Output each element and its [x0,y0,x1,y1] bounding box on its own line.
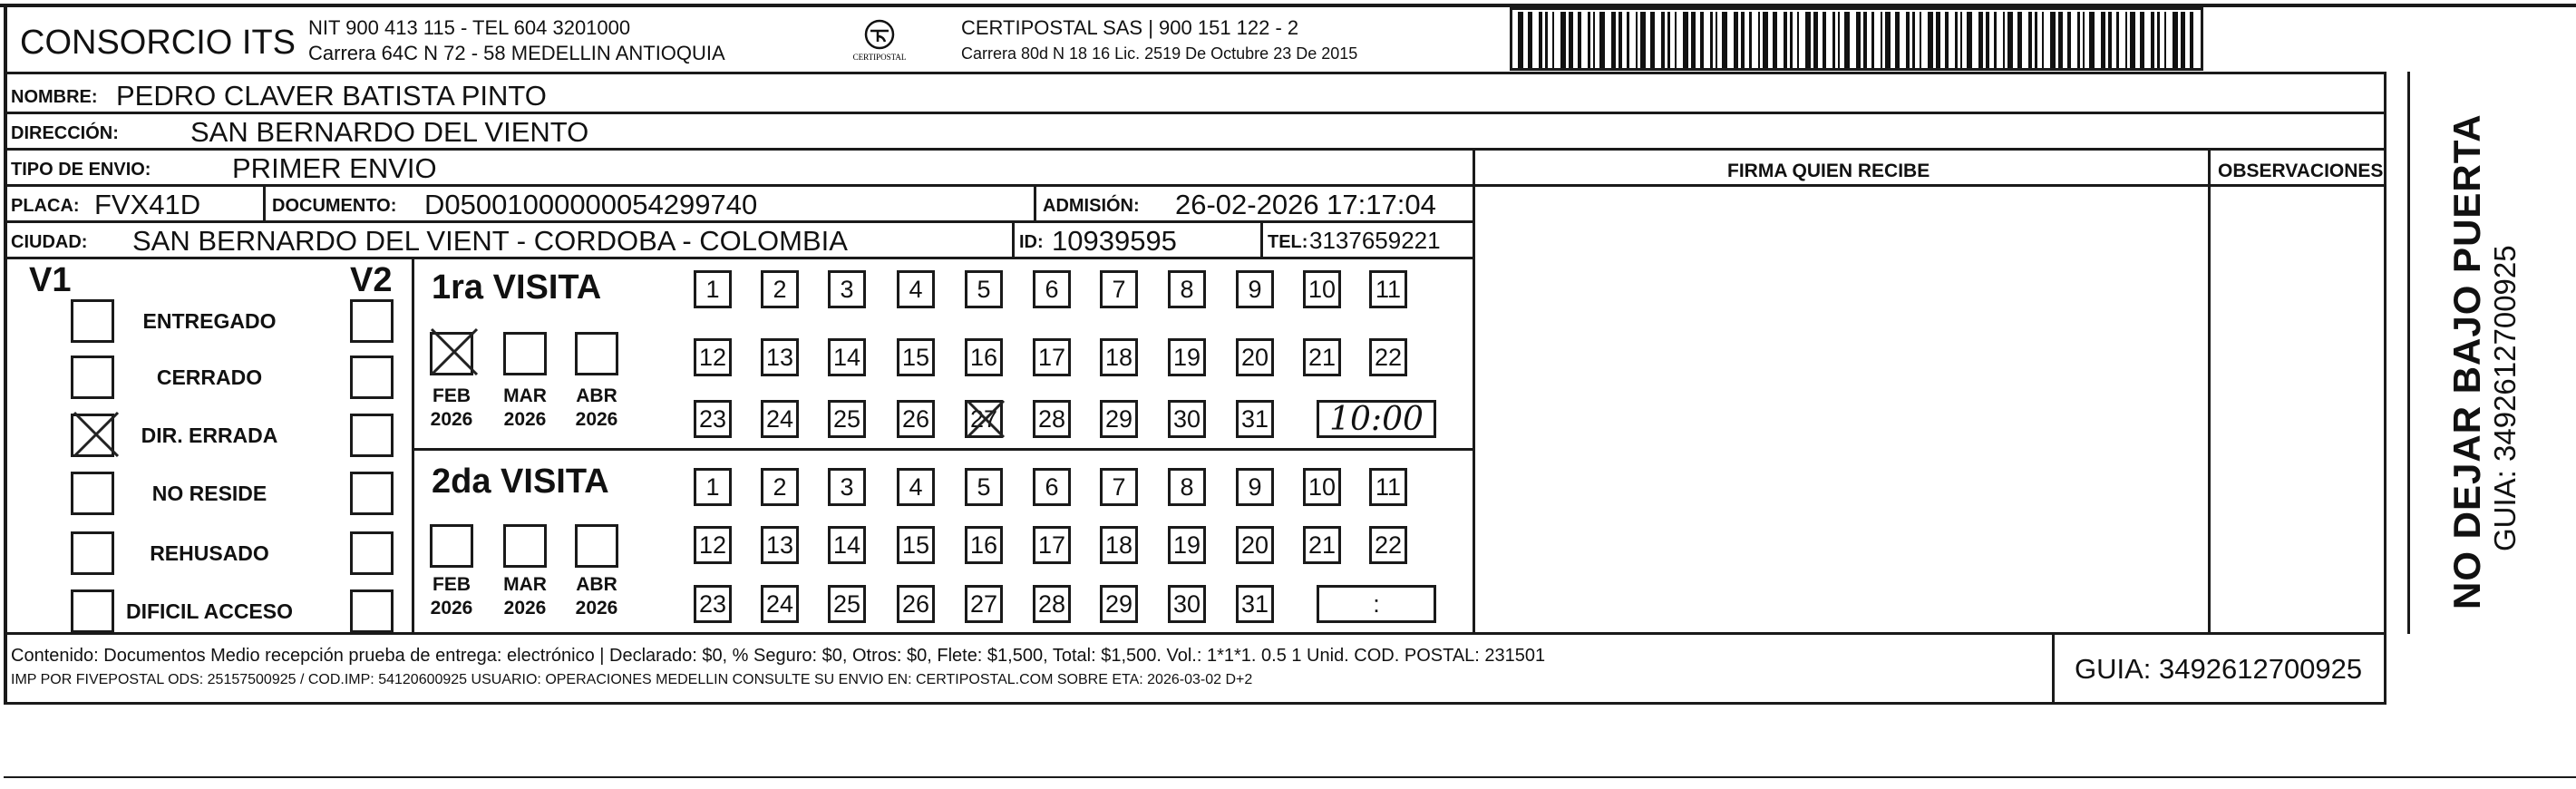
month-checkbox[interactable] [503,332,547,375]
footer-imp: IMP POR FIVEPOSTAL ODS: 25157500925 / COD.IMP: 54120600925 USUARIO: OPERACIONES MEDELLIN CONSULTE SU ENVIO EN: CERTIPOSTAL.COM SOBRE ETA: 2026-03-02 D+2 [11,672,1253,687]
tel-label: TEL: [1268,232,1308,252]
month-label: MAR 2026 [503,574,547,619]
courier-license: Carrera 80d N 18 16 Lic. 2519 De Octubre 23 De 2015 [961,44,1358,63]
status-label: CERRADO [156,365,263,389]
day-box[interactable]: 13 [761,526,799,564]
day-box[interactable]: 29 [1100,400,1138,438]
day-box[interactable]: 25 [828,585,866,623]
day-box[interactable]: 9 [1236,468,1274,506]
month-label: FEB 2026 [430,385,473,431]
day-box[interactable]: 7 [1100,270,1138,308]
day-box[interactable]: 12 [694,338,732,376]
day-box[interactable]: 19 [1168,338,1206,376]
month-checkbox[interactable] [430,332,473,375]
company-nit: NIT 900 413 115 - TEL 604 3201000 [308,16,631,39]
tipo-envio-value: PRIMER ENVIO [232,152,437,184]
id-label: ID: [1019,232,1044,252]
day-box[interactable]: 13 [761,338,799,376]
time-box[interactable]: : [1317,585,1436,623]
day-box[interactable]: 17 [1033,526,1071,564]
day-box[interactable]: 21 [1303,526,1341,564]
direccion-value: SAN BERNARDO DEL VIENTO [190,116,589,148]
day-box[interactable]: 28 [1033,585,1071,623]
day-box[interactable]: 11 [1369,270,1407,308]
day-box[interactable]: 22 [1369,338,1407,376]
v2-checkbox[interactable] [350,589,394,633]
status-label: REHUSADO [150,541,269,565]
company-address: Carrera 64C N 72 - 58 MEDELLIN ANTIOQUIA [308,42,725,64]
month-label: FEB 2026 [430,574,473,619]
day-box[interactable]: 18 [1100,526,1138,564]
documento-label: DOCUMENTO: [272,196,397,216]
day-box[interactable]: 31 [1236,400,1274,438]
day-box[interactable]: 16 [965,338,1003,376]
day-box[interactable]: 20 [1236,526,1274,564]
day-box[interactable]: 31 [1236,585,1274,623]
day-box[interactable]: 30 [1168,400,1206,438]
day-box[interactable]: 19 [1168,526,1206,564]
day-box[interactable]: 24 [761,400,799,438]
v2-checkbox[interactable] [350,299,394,343]
day-box[interactable]: 17 [1033,338,1071,376]
direccion-label: DIRECCIÓN: [11,123,119,143]
day-box[interactable]: 27 [965,400,1003,438]
day-box[interactable]: 9 [1236,270,1274,308]
day-box[interactable]: 26 [897,400,935,438]
month-checkbox[interactable] [575,524,618,568]
tel-value: 3137659221 [1309,227,1441,254]
day-box[interactable]: 2 [761,270,799,308]
day-box[interactable]: 26 [897,585,935,623]
ciudad-label: CIUDAD: [11,232,88,252]
day-box[interactable]: 4 [897,270,935,308]
day-box[interactable]: 24 [761,585,799,623]
month-label: MAR 2026 [503,385,547,431]
footer-guia: GUIA: 3492612700925 [2075,653,2363,685]
nombre-label: NOMBRE: [11,87,98,107]
day-box[interactable]: 21 [1303,338,1341,376]
certipostal-logo [843,18,916,68]
tipo-envio-label: TIPO DE ENVIO: [11,160,151,180]
day-box[interactable]: 15 [897,526,935,564]
id-value: 10939595 [1052,225,1177,257]
v2-checkbox[interactable] [350,531,394,575]
day-box[interactable]: 5 [965,270,1003,308]
nombre-value: PEDRO CLAVER BATISTA PINTO [116,80,547,112]
day-box[interactable]: 22 [1369,526,1407,564]
day-box[interactable]: 8 [1168,468,1206,506]
day-box[interactable]: 6 [1033,468,1071,506]
day-box[interactable]: 5 [965,468,1003,506]
month-checkbox[interactable] [430,524,473,568]
status-label: NO RESIDE [151,482,267,505]
day-box[interactable]: 6 [1033,270,1071,308]
day-box[interactable]: 12 [694,526,732,564]
first-visit-title: 1ra VISITA [432,268,602,307]
day-box[interactable]: 28 [1033,400,1071,438]
day-box[interactable]: 11 [1369,468,1407,506]
day-box[interactable]: 1 [694,270,732,308]
day-box[interactable]: 4 [897,468,935,506]
day-box[interactable]: 20 [1236,338,1274,376]
day-box[interactable]: 16 [965,526,1003,564]
day-box[interactable]: 7 [1100,468,1138,506]
month-label: ABR 2026 [575,574,618,619]
day-box[interactable]: 1 [694,468,732,506]
day-box[interactable]: 2 [761,468,799,506]
day-box[interactable]: 18 [1100,338,1138,376]
v1-header: V1 [29,261,72,299]
barcode [1510,7,2203,71]
courier-name: CERTIPOSTAL SAS | 900 151 122 - 2 [961,16,1299,39]
day-box[interactable]: 23 [694,585,732,623]
documento-value: D05001000000054299740 [424,189,758,220]
svg-text:CERTIPOSTAL: CERTIPOSTAL [852,53,907,62]
day-box[interactable]: 8 [1168,270,1206,308]
day-box[interactable]: 10 [1303,270,1341,308]
day-box[interactable]: 15 [897,338,935,376]
admision-label: ADMISIÓN: [1043,196,1140,216]
side-guia: GUIA: 3492612700925 [2488,245,2522,551]
day-box[interactable]: 30 [1168,585,1206,623]
status-label: DIR. ERRADA [141,424,278,447]
day-box[interactable]: 25 [828,400,866,438]
footer-content: Contenido: Documentos Medio recepción prueba de entrega: electrónico | Declarado: $0, % Seguro: $0, Otros: $0, Flete: $1,500, Total: $1,500. Vol.: 1*1*1. 0.5 1 Unid. COD. POSTAL: 231501 [11,646,1546,666]
placa-value: FVX41D [94,189,201,220]
day-box[interactable]: 14 [828,526,866,564]
placa-label: PLACA: [11,196,80,216]
day-box[interactable]: 29 [1100,585,1138,623]
observaciones-header: OBSERVACIONES [2218,161,2384,181]
v2-checkbox[interactable] [350,356,394,399]
v2-checkbox[interactable] [350,472,394,515]
check-mark-icon [964,397,1007,441]
day-box[interactable]: 10 [1303,468,1341,506]
check-mark-icon [428,326,481,378]
day-box[interactable]: 14 [828,338,866,376]
firma-header: FIRMA QUIEN RECIBE [1727,161,1930,181]
company-name: CONSORCIO ITS [20,24,296,62]
status-label: DIFICIL ACCESO [125,599,293,623]
month-checkbox[interactable] [503,524,547,568]
v2-checkbox[interactable] [350,414,394,457]
v2-header: V2 [350,261,393,299]
day-box[interactable]: 3 [828,270,866,308]
month-label: ABR 2026 [575,385,618,431]
ciudad-value: SAN BERNARDO DEL VIENT - CORDOBA - COLOMBIA [132,225,848,257]
time-box[interactable]: 10:00 [1317,400,1436,438]
day-box[interactable]: 3 [828,468,866,506]
admision-value: 26-02-2026 17:17:04 [1175,189,1436,220]
month-checkbox[interactable] [575,332,618,375]
second-visit-title: 2da VISITA [432,463,609,501]
status-label: ENTREGADO [142,309,277,333]
side-warning: NO DEJAR BAJO PUERTA [2445,113,2488,609]
day-box[interactable]: 27 [965,585,1003,623]
day-box[interactable]: 23 [694,400,732,438]
